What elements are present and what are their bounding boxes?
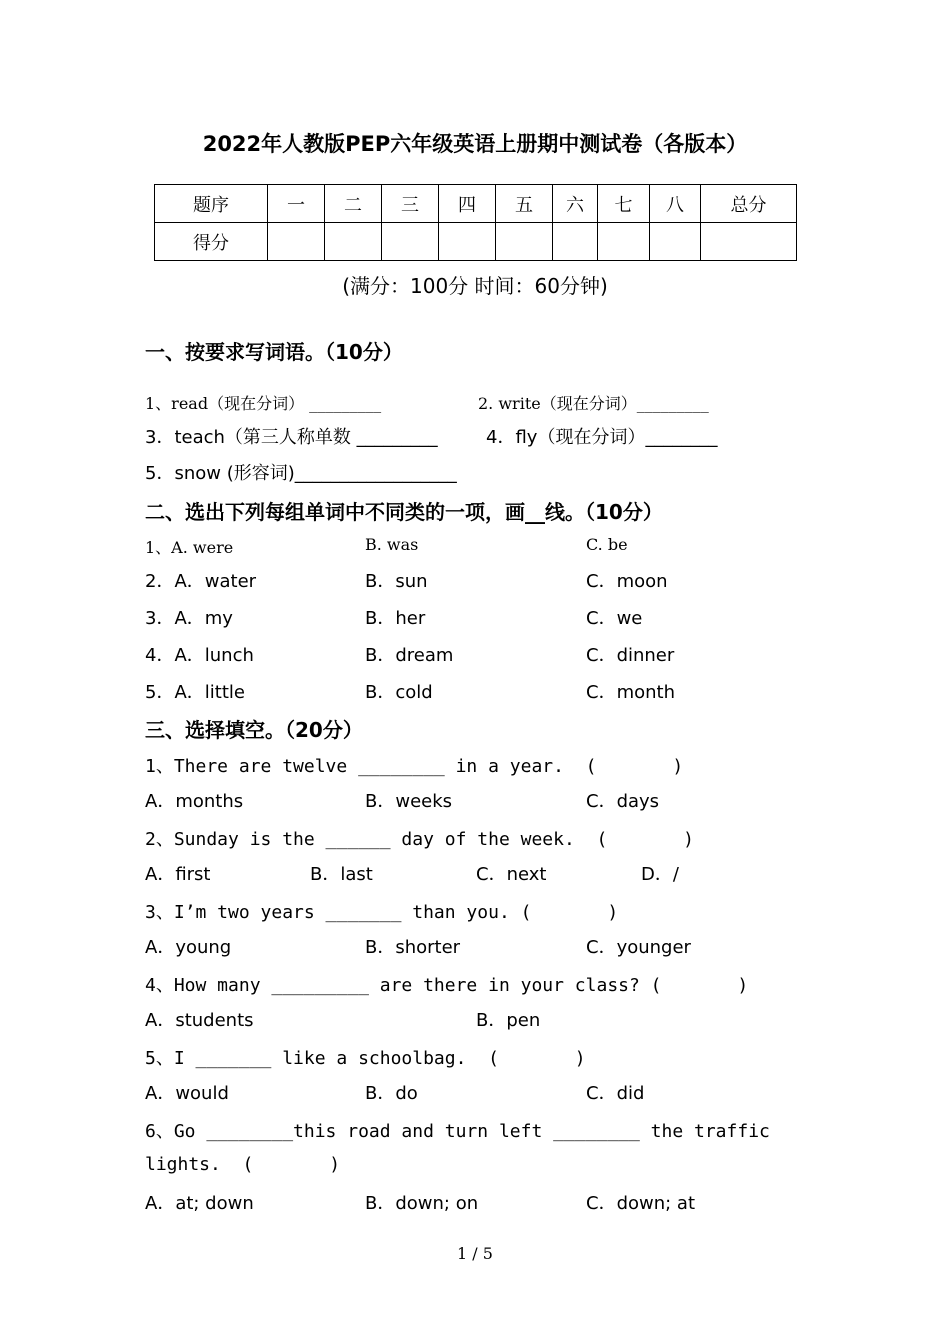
score-entry-cell[interactable] xyxy=(268,223,325,261)
section2-row1-b: B. was xyxy=(365,535,419,554)
score-header-cell: 题序 xyxy=(155,185,268,223)
score-entry-cell[interactable] xyxy=(496,223,553,261)
section3-q6-line2: lights. ( ) xyxy=(145,1154,341,1175)
section2-heading: 二、选出下列每组单词中不同类的一项，画__线。（10分） xyxy=(145,500,663,524)
section3-q3-opt-c: C．younger xyxy=(586,937,691,958)
score-table-header-row xyxy=(155,185,797,223)
section2-row4-b: B．dream xyxy=(365,645,454,666)
section1-q1: 1、read（现在分词） _________ xyxy=(145,394,382,413)
score-entry-cell[interactable] xyxy=(553,223,598,261)
score-entry-cell[interactable] xyxy=(439,223,496,261)
section1-q3: 3．teach（第三人称单数 _________ xyxy=(145,427,438,448)
score-header-cell: 六 xyxy=(553,185,598,223)
section3-q5-opt-a: A．would xyxy=(145,1083,229,1104)
section2-row5-c: C．month xyxy=(586,682,675,703)
section3-q3: 3、I’m two years _______ than you. ( ) xyxy=(145,902,619,923)
section3-q6-opt-a: A．at; down xyxy=(145,1193,254,1214)
score-header-cell: 四 xyxy=(439,185,496,223)
section3-q3-opt-b: B．shorter xyxy=(365,937,461,958)
section2-row2-c: C．moon xyxy=(586,571,668,592)
score-table-score-row xyxy=(155,223,797,261)
section3-q2: 2、Sunday is the ______ day of the week. ( ) xyxy=(145,829,695,850)
section1-q2: 2. write（现在分词）_________ xyxy=(478,394,709,413)
section2-row3-c: C．we xyxy=(586,608,643,629)
score-entry-cell[interactable] xyxy=(598,223,650,261)
section3-q2-opt-d: D．/ xyxy=(641,864,679,885)
section3-heading: 三、选择填空。（20分） xyxy=(145,718,363,742)
score-header-cell: 一 xyxy=(268,185,325,223)
score-table xyxy=(154,184,797,261)
section3-q4-opt-b: B．pen xyxy=(476,1010,541,1031)
score-entry-cell[interactable] xyxy=(382,223,439,261)
section3-q1: 1、There are twelve ________ in a year. ( ) xyxy=(145,756,684,777)
score-header-cell: 二 xyxy=(325,185,382,223)
section2-row5-b: B．cold xyxy=(365,682,433,703)
full-mark-time: (满分：100分 时间：60分钟) xyxy=(342,274,608,298)
score-header-cell: 八 xyxy=(650,185,701,223)
section3-q2-opt-b: B．last xyxy=(310,864,373,885)
section3-q6-opt-c: C．down; at xyxy=(586,1193,696,1214)
section3-q6-line1: 6、Go ________this road and turn left ________ the traffic xyxy=(145,1121,770,1142)
section3-q1-opt-c: C．days xyxy=(586,791,660,812)
score-row-label: 得分 xyxy=(155,223,268,261)
section2-row1-a: 1、A. were xyxy=(145,538,234,557)
section3-q1-opt-a: A．months xyxy=(145,791,244,812)
page-number: 1 / 5 xyxy=(457,1244,493,1263)
section2-row3-b: B．her xyxy=(365,608,426,629)
section3-q2-opt-c: C．next xyxy=(476,864,547,885)
section3-q5: 5、I _______ like a schoolbag. ( ) xyxy=(145,1048,586,1069)
section2-row2-b: B．sun xyxy=(365,571,428,592)
section1-q4: 4．fly（现在分词）________ xyxy=(486,427,718,448)
page-title: 2022年人教版PEP六年级英语上册期中测试卷（各版本） xyxy=(202,132,748,156)
section2-row2-a: 2．A．water xyxy=(145,571,257,592)
score-entry-cell[interactable] xyxy=(325,223,382,261)
section2-row4-a: 4．A．lunch xyxy=(145,645,254,666)
section3-q2-opt-a: A．first xyxy=(145,864,211,885)
section3-q5-opt-b: B．do xyxy=(365,1083,418,1104)
score-header-cell: 总分 xyxy=(701,185,797,223)
section1-heading: 一、按要求写词语。（10分） xyxy=(145,340,403,364)
score-entry-cell[interactable] xyxy=(650,223,701,261)
section2-row1-c: C. be xyxy=(586,535,628,554)
section3-q4-opt-a: A．students xyxy=(145,1010,254,1031)
score-entry-cell[interactable] xyxy=(701,223,797,261)
section2-row3-a: 3．A．my xyxy=(145,608,233,629)
section2-row4-c: C．dinner xyxy=(586,645,675,666)
section3-q3-opt-a: A．young xyxy=(145,937,232,958)
section2-row5-a: 5．A．little xyxy=(145,682,245,703)
score-header-cell: 七 xyxy=(598,185,650,223)
section3-q6-opt-b: B．down; on xyxy=(365,1193,479,1214)
section1-q5: 5．snow (形容词)__________________ xyxy=(145,463,457,484)
score-header-cell: 五 xyxy=(496,185,553,223)
section3-q4: 4、How many _________ are there in your class? ( ) xyxy=(145,975,749,996)
score-header-cell: 三 xyxy=(382,185,439,223)
section3-q5-opt-c: C．did xyxy=(586,1083,645,1104)
section3-q1-opt-b: B．weeks xyxy=(365,791,453,812)
